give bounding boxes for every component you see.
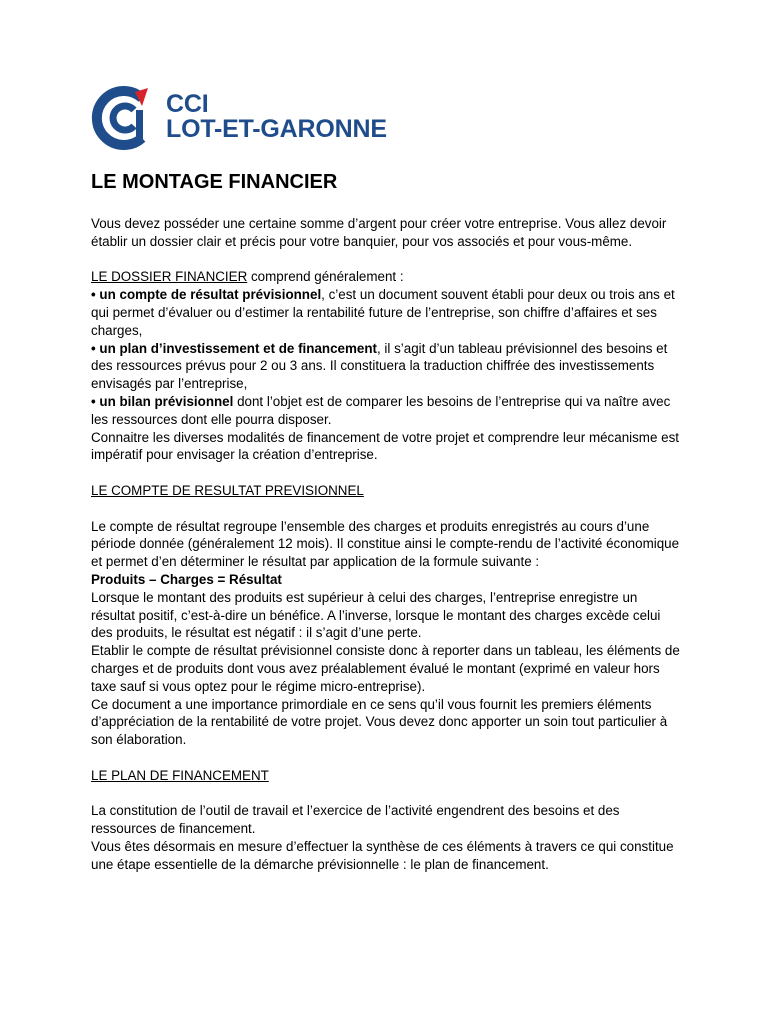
- item-bold: un bilan prévisionnel: [99, 393, 234, 409]
- bullet: •: [91, 340, 100, 356]
- dossier-conclusion: Connaitre les diverses modalités de financement de votre projet et comprendre leur mécanisme est impératif pour envisager la création d’entreprise.: [91, 429, 679, 463]
- bullet: •: [91, 287, 100, 303]
- spacer: [91, 785, 681, 803]
- list-item: [91, 393, 681, 429]
- item-text: , il s’agit d’un tableau prévisionnel des besoins et des ressources prévus pour 2 ou 3 ans. Il constituera la traduction chiffrée des investissements envisagés par l’entreprise,: [91, 340, 668, 392]
- item-text: dont l’objet est de comparer les besoins de l’entreprise qui va naître avec les ressources dont elle pourra disposer.: [91, 393, 671, 427]
- spacer: [91, 251, 681, 269]
- dossier-heading: LE DOSSIER FINANCIER: [91, 269, 248, 285]
- compte-paragraph-3: Etablir le compte de résultat prévisionnel consiste donc à reporter dans un tableau, les éléments de charges et de produits dont vous avez préalablement évalué le montant (exprimé en valeur hors taxe sauf si vous optez pour le régime micro-entreprise).: [91, 643, 680, 694]
- compte-heading: LE COMPTE DE RESULTAT PREVISIONNEL: [91, 482, 364, 498]
- item-bold: un plan d’investissement et de financement: [99, 340, 377, 356]
- plan-paragraph-1: La constitution de l’outil de travail et l’exercice de l’activité engendrent des besoins et des ressources de financement.: [91, 803, 620, 837]
- compte-formula: [91, 571, 681, 589]
- list-item: [91, 286, 681, 339]
- item-bold: un compte de résultat prévisionnel: [99, 287, 322, 303]
- item-text: , c’est un document souvent établi pour deux ou trois ans et qui permet d’évaluer ou d’estimer la rentabilité future de l’entreprise, son chiffre d’affaires et ses charges,: [91, 287, 675, 338]
- page-title: LE MONTAGE FINANCIER: [91, 171, 338, 193]
- spacer: [91, 500, 681, 518]
- plan-paragraph-2: Vous êtes désormais en mesure d’effectuer la synthèse de ces éléments à travers ce qui constitue une étape essentielle de la démarche prévisionnelle : le plan de financement.: [91, 838, 674, 872]
- dossier-heading-rest: comprend généralement :: [247, 269, 404, 285]
- compte-paragraph-1: Le compte de résultat regroupe l’ensemble des charges et produits enregistrés au cours d’une période donnée (généralement 12 mois). Il constitue ainsi le compte-rendu de l’activité économique et permet d’en déterminer le résultat par application de la formule suivante :: [91, 518, 680, 570]
- intro-paragraph: Vous devez posséder une certaine somme d’argent pour créer votre entreprise. Vous allez devoir établir un dossier clair et précis pour votre banquier, pour vos associés et pour vous-même.: [91, 216, 667, 249]
- formula-text: Produits – Charges = Résultat: [91, 571, 282, 587]
- dossier-intro: [91, 268, 681, 286]
- list-item: [91, 340, 681, 393]
- cci-logo-icon: [90, 84, 158, 152]
- plan-heading: LE PLAN DE FINANCEMENT: [91, 767, 269, 783]
- logo-wordmark: [166, 92, 387, 142]
- spacer: [91, 749, 681, 767]
- cci-logo: [90, 84, 390, 152]
- logo-line-cci: CCI: [166, 90, 209, 118]
- compte-paragraph-2: Lorsque le montant des produits est supérieur à celui des charges, l’entreprise enregistre un résultat positif, c’est-à-dire un bénéfice. A l’inverse, lorsque le montant des charges excède celui des produits, le résultat est négatif : il s’agit d’une perte.: [91, 589, 661, 641]
- bullet: •: [91, 393, 100, 409]
- logo-line-region: LOT-ET-GARONNE: [166, 115, 387, 143]
- spacer: [91, 464, 681, 482]
- document-body: [91, 170, 681, 873]
- compte-paragraph-4: Ce document a une importance primordiale en ce sens qu’il vous fournit les premiers éléments d’appréciation de la rentabilité de votre projet. Vous devez donc apporter un soin tout particulier à son élaboration.: [91, 696, 668, 748]
